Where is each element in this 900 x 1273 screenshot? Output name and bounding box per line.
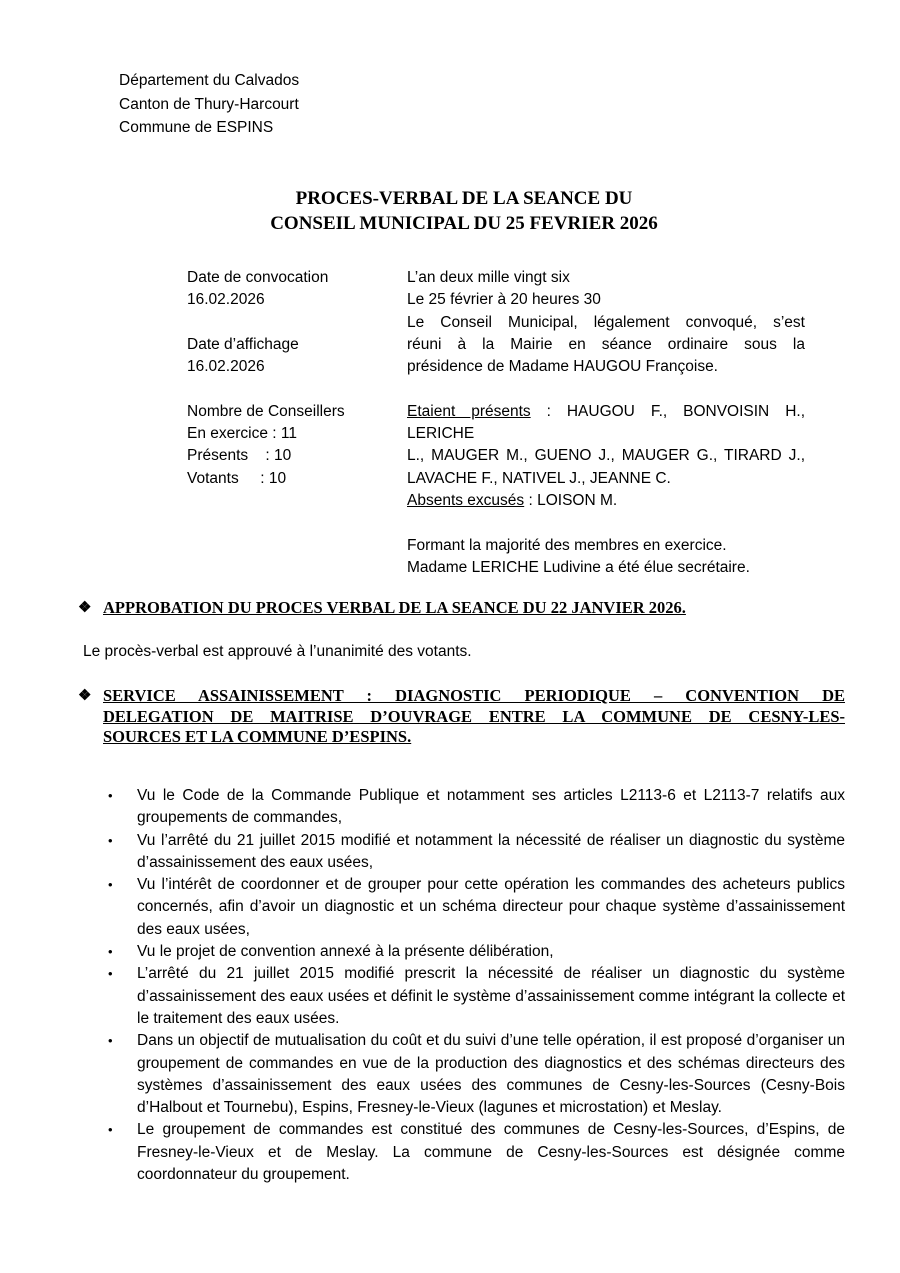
- bullet-dot-icon: •: [108, 966, 113, 982]
- meeting-meta-right: [407, 267, 805, 579]
- absents-label: Absents excusés: [407, 491, 525, 509]
- affichage-date: 16.02.2026: [187, 358, 265, 376]
- presents-label: Etaient présents: [407, 402, 531, 420]
- secretary-line: Madame LERICHE Ludivine a été élue secrétaire.: [407, 558, 750, 576]
- bullet-dot-icon: •: [108, 1033, 113, 1049]
- presents-names-1: : HAUGOU F., BONVOISIN H., LERICHE: [407, 402, 806, 443]
- list-item: • L’arrêté du 21 juillet 2015 modifié prescrit la nécessité de réaliser un diagnostic du système d’assainissement des eaux usées et définit le système d’assainissement comme intégrant la collecte et le traitement des eaux usées.: [108, 965, 845, 1027]
- list-item: • Vu le Code de la Commande Publique et notamment ses articles L2113-6 et L2113-7 relatifs aux groupements de commandes,: [108, 787, 845, 827]
- list-item: • Vu le projet de convention annexé à la présente délibération,: [108, 941, 845, 963]
- title-line-1: PROCES-VERBAL DE LA SEANCE DU: [295, 188, 633, 209]
- absents-line: [407, 490, 805, 512]
- document-header: [119, 70, 299, 141]
- bullet-dot-icon: •: [108, 1122, 113, 1138]
- list-item: • Vu l’intérêt de coordonner et de grouper pour cette opération les commandes des acheteurs publics concernés, afin d’avoir un diagnostic et un schéma directeur pour chaque système d’assainissement des eaux usées,: [108, 876, 845, 938]
- section-approbation-title: APPROBATION DU PROCES VERBAL DE LA SEANCE DU 22 JANVIER 2026.: [103, 598, 686, 617]
- year-line: L’an deux mille vingt six: [407, 269, 570, 286]
- list-item: • Vu l’arrêté du 21 juillet 2015 modifié et notamment la nécessité de réaliser un diagnostic du système d’assainissement des eaux usées,: [108, 831, 845, 871]
- presents-line-3: LAVACHE F., NATIVEL J., JEANNE C.: [407, 469, 671, 487]
- presents-line-2: L., MAUGER M., GUENO J., MAUGER G., TIRARD J.,: [407, 447, 805, 465]
- section-assainissement-title-2: DELEGATION DE MAITRISE D’OUVRAGE ENTRE LA COMMUNE DE CESNY-LES-: [103, 706, 845, 726]
- considerations-list: [108, 785, 845, 1186]
- date-line: Le 25 février à 20 heures 30: [407, 291, 601, 309]
- bullet-dot-icon: •: [108, 877, 113, 893]
- bullet-dot-icon: •: [108, 788, 113, 803]
- section-assainissement-title-3: SOURCES ET LA COMMUNE D’ESPINS.: [103, 727, 412, 746]
- canton-line: Canton de Thury-Harcourt: [119, 95, 299, 113]
- commune-line: Commune de ESPINS: [119, 119, 274, 136]
- exercice-count: En exercice : 11: [187, 425, 297, 443]
- presents-line-1: [407, 401, 805, 446]
- conseillers-label: Nombre de Conseillers: [187, 402, 345, 420]
- meeting-meta-left: [187, 267, 387, 490]
- affichage-label: Date d’affichage: [187, 335, 299, 353]
- majority-line: Formant la majorité des membres en exercice.: [407, 536, 727, 554]
- section-approbation-heading: [78, 598, 845, 619]
- section-assainissement-heading: [78, 686, 845, 748]
- list-item: • Dans un objectif de mutualisation du coût et du suivi d’une telle opération, il est proposé d’organiser un groupement de commandes en vue de la production des diagnostics et des schémas directeurs des systèmes d’assainissement des eaux usées des communes de Cesny-les-Sources (Cesny-Bois d’Halbout et Tournebu), Espins, Fresney-le-Vieux (lagunes et microstation) et Meslay.: [108, 1032, 845, 1117]
- convocation-label: Date de convocation: [187, 269, 329, 286]
- convocation-date: 16.02.2026: [187, 291, 265, 309]
- section-assainissement-title-1: SERVICE ASSAINISSEMENT : DIAGNOSTIC PERIODIQUE – CONVENTION DE: [103, 686, 845, 705]
- department-line: Département du Calvados: [119, 72, 300, 89]
- approbation-paragraph: Le procès-verbal est approuvé à l’unanimité des votants.: [83, 643, 472, 660]
- absents-value: : LOISON M.: [524, 491, 618, 509]
- bullet-dot-icon: •: [108, 832, 113, 848]
- title-line-2: CONSEIL MUNICIPAL DU 25 FEVRIER 2026: [270, 213, 658, 234]
- diamond-bullet-icon: ❖: [78, 688, 92, 704]
- votants-count: Votants : 10: [187, 469, 287, 487]
- convoked-line-3: présidence de Madame HAUGOU Françoise.: [407, 358, 718, 376]
- convoked-line-1: Le Conseil Municipal, légalement convoqué, s’est: [407, 313, 805, 331]
- convoked-line-2: réuni à la Mairie en séance ordinaire sous la: [407, 335, 805, 353]
- page-title: [0, 186, 900, 236]
- bullet-dot-icon: •: [108, 944, 113, 960]
- list-item: • Le groupement de commandes est constitué des communes de Cesny-les-Sources, d’Espins, de Fresney-le-Vieux et de Meslay. La commune de Cesny-les-Sources est désignée comme coordonnateur du groupement.: [108, 1121, 845, 1184]
- diamond-bullet-icon: ❖: [78, 600, 92, 616]
- presents-count: Présents : 10: [187, 447, 292, 465]
